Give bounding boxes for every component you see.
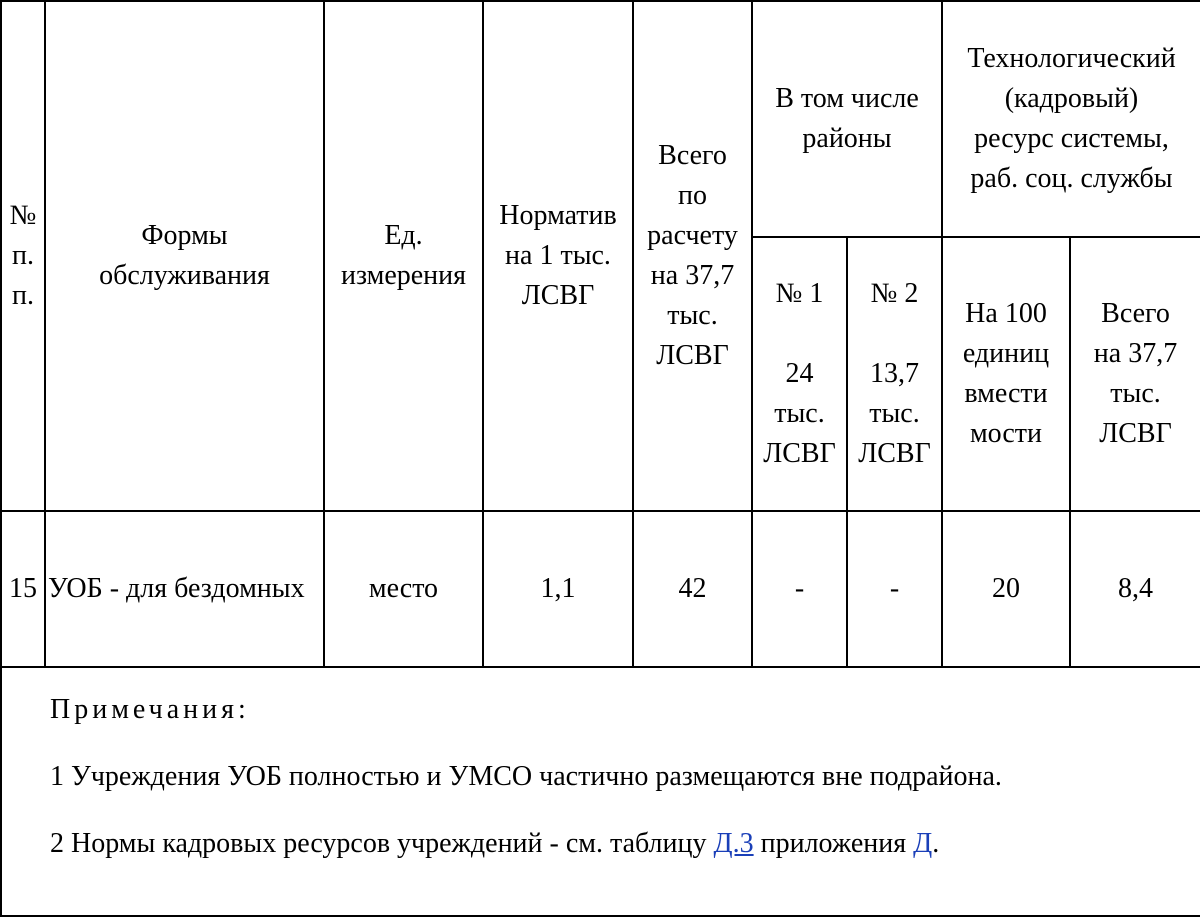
header-district-1: № 1 24 тыс. ЛСВГ (752, 237, 847, 511)
header-district-2: № 2 13,7 тыс. ЛСВГ (847, 237, 942, 511)
header-forms: Формы обслуживания (45, 1, 324, 511)
note-1: 1 Учреждения УОБ полностью и УМСО частично размещаются вне подрайона. (50, 761, 1002, 792)
row-district-2: - (847, 511, 942, 667)
appendix-d-link[interactable]: Д (913, 828, 933, 859)
header-total-tech: Всего на 37,7 тыс. ЛСВГ (1070, 237, 1200, 511)
header-norm: Норматив на 1 тыс. ЛСВГ (483, 1, 633, 511)
header-tech-resource: Технологический (кадровый) ресурс системы, раб. соц. службы (942, 1, 1200, 237)
row-name: УОБ - для бездомных (45, 511, 324, 667)
table-row (1, 511, 1200, 667)
row-per-100: 20 (942, 511, 1070, 667)
row-total: 42 (633, 511, 752, 667)
note-2-prefix: 2 Нормы кадровых ресурсов учреждений - см. таблицу (50, 828, 714, 859)
header-total: Всего по расчету на 37,7 тыс. ЛСВГ (633, 1, 752, 511)
notes-title: Примечания: (50, 694, 250, 725)
table-d3-link[interactable]: Д.3 (713, 828, 754, 859)
header-num: № п. п. (1, 1, 45, 511)
note-2 (50, 824, 1200, 864)
notes-cell (1, 667, 1200, 916)
header-per-100: На 100 единиц вмести мости (942, 237, 1070, 511)
note-2-suffix: . (932, 828, 940, 859)
row-unit: место (324, 511, 483, 667)
header-districts: В том числе районы (752, 1, 942, 237)
row-norm: 1,1 (483, 511, 633, 667)
row-num: 15 (1, 511, 45, 667)
note-2-middle: приложения (753, 828, 914, 859)
header-unit: Ед. измерения (324, 1, 483, 511)
row-total-tech: 8,4 (1070, 511, 1200, 667)
row-district-1: - (752, 511, 847, 667)
